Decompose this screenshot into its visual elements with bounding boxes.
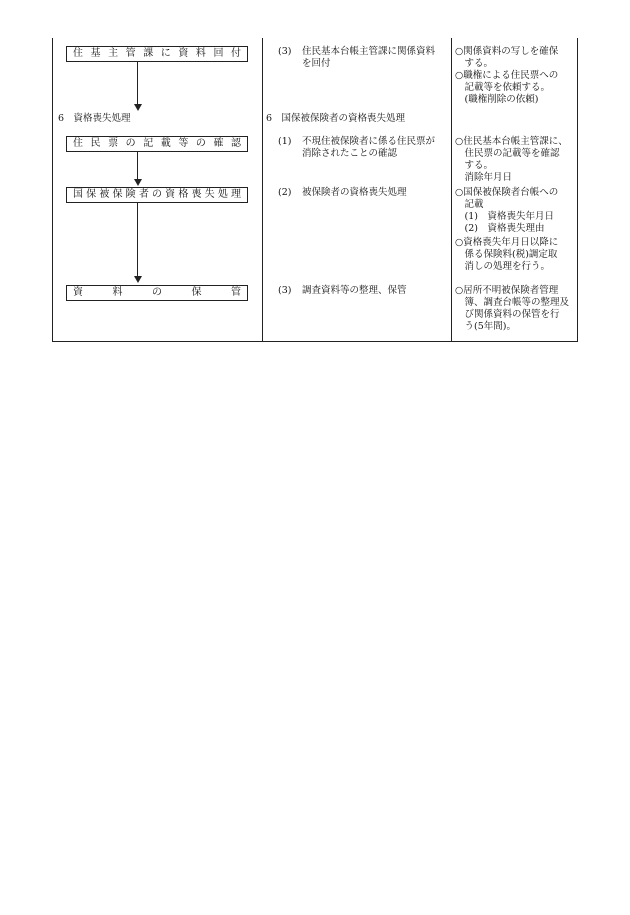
item-number: (1) <box>278 136 292 147</box>
note-line: ○居所不明被保険者管理 <box>455 285 559 296</box>
column-divider-2 <box>451 38 452 342</box>
item-text: 住民基本台帳主管課に関係資料 <box>302 46 436 57</box>
note-line: 記載等を依頼する。 <box>455 82 551 93</box>
flow-box-transfer <box>66 46 248 62</box>
note-line: (職権削除の依頼) <box>455 94 539 105</box>
note-line: 消しの処理を行う。 <box>455 261 551 272</box>
note-line: する。 <box>455 160 494 171</box>
item-text: 消除されたことの確認 <box>302 148 398 159</box>
note-line: 記載 <box>455 199 484 210</box>
note-line: 簿、調査台帳等の整理及 <box>455 297 570 308</box>
section-heading: 6 資格喪失処理 <box>58 113 131 124</box>
note-line: 係る保険料(税)調定取 <box>455 249 558 260</box>
note-line: 住民票の記載等を確認 <box>455 148 560 159</box>
flow-arrow-head <box>134 179 142 186</box>
item-number: (2) <box>278 187 292 198</box>
note-line: ○資格喪失年月日以降に <box>455 237 559 248</box>
flow-box-label: 住民票の記載等の確認 <box>73 138 241 149</box>
flow-arrow-line <box>137 203 138 277</box>
flow-box-storage <box>66 285 248 301</box>
flow-arrow-head <box>134 276 142 283</box>
note-line: う(5年間)。 <box>455 321 516 332</box>
flow-arrow-line <box>137 152 138 180</box>
flow-box-loss-processing <box>66 187 248 203</box>
note-line: ○職権による住民票への <box>455 70 559 81</box>
note-line: ○関係資料の写しを確保 <box>455 46 559 57</box>
flow-box-label: 国保被保険者の資格喪失処理 <box>73 189 241 200</box>
note-line: び関係資料の保管を行 <box>455 309 560 320</box>
note-line: ○住民基本台帳主管課に、 <box>455 136 568 147</box>
flow-arrow-head <box>134 104 142 111</box>
item-number: (3) <box>278 46 292 57</box>
section-heading: 6 国保被保険者の資格喪失処理 <box>266 113 406 124</box>
flow-box-confirm <box>66 136 248 152</box>
flow-box-label: 資料の保管 <box>73 287 241 298</box>
note-line: する。 <box>455 58 494 69</box>
item-text: 調査資料等の整理、保管 <box>302 285 407 296</box>
item-text: 不現住被保険者に係る住民票が <box>302 136 436 147</box>
note-line: 消除年月日 <box>455 172 513 183</box>
flow-box-label: 住基主管課に資料回付 <box>73 48 241 59</box>
item-number: (3) <box>278 285 292 296</box>
item-text: 被保険者の資格喪失処理 <box>302 187 407 198</box>
note-line: (1) 資格喪失年月日 <box>455 211 554 222</box>
note-line: ○国保被保険者台帳への <box>455 187 559 198</box>
flow-arrow-line <box>137 62 138 105</box>
item-text: を回付 <box>302 58 331 69</box>
note-line: (2) 資格喪失理由 <box>455 223 545 234</box>
column-divider-1 <box>262 38 263 342</box>
